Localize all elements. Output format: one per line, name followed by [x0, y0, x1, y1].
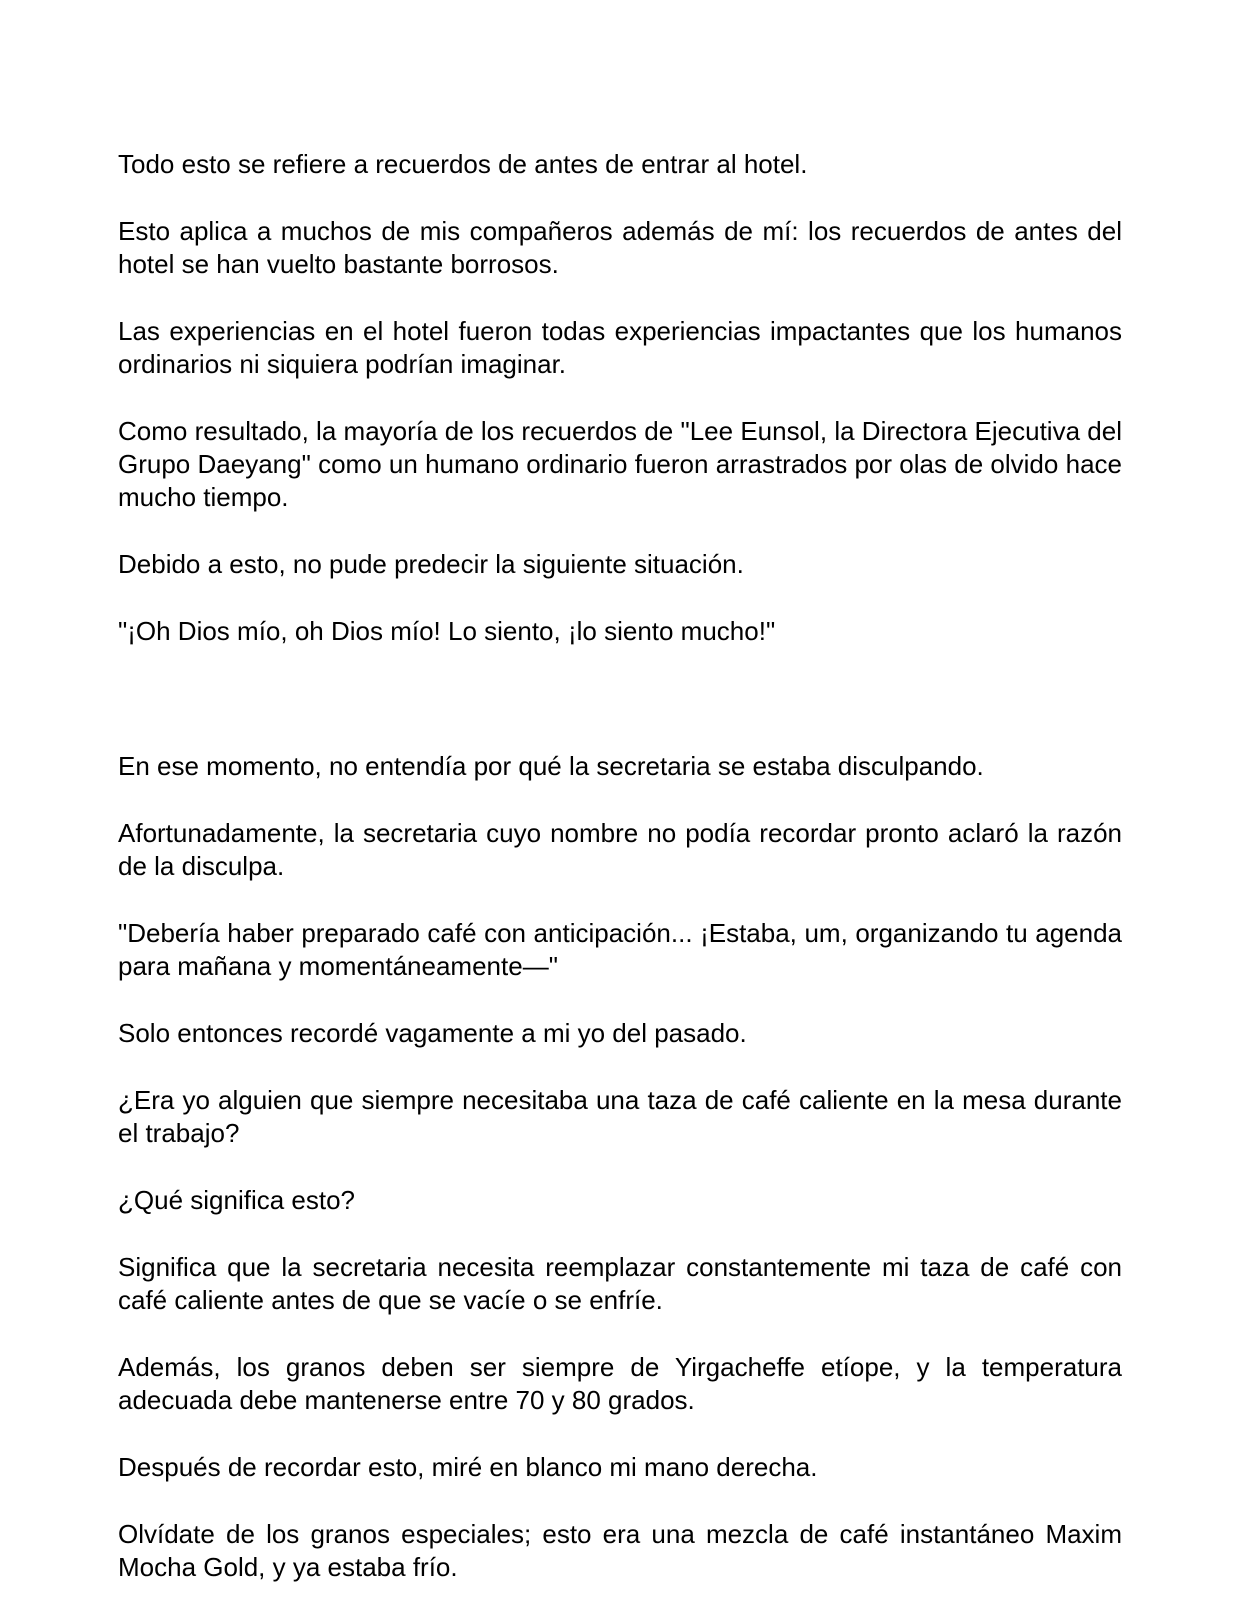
- paragraph: Las experiencias en el hotel fueron todas experiencias impactantes que los humanos ordinarios ni siquiera podrían imaginar.: [118, 316, 1122, 379]
- paragraph: Esto aplica a muchos de mis compañeros además de mí: los recuerdos de antes del hotel se han vuelto bastante borrosos.: [118, 216, 1122, 279]
- paragraph: Como resultado, la mayoría de los recuerdos de "Lee Eunsol, la Directora Ejecutiva del Grupo Daeyang" como un humano ordinario fueron arrastrados por olas de olvido hace mucho tiempo.: [118, 416, 1122, 512]
- paragraph: Después de recordar esto, miré en blanco mi mano derecha.: [118, 1452, 818, 1482]
- paragraph: Significa que la secretaria necesita reemplazar constantemente mi taza de café con café caliente antes de que se vacíe o se enfríe.: [118, 1252, 1122, 1315]
- paragraph-dialogue: "Debería haber preparado café con anticipación... ¡Estaba, um, organizando tu agenda para mañana y momentáneamente—": [118, 918, 1122, 981]
- paragraph: En ese momento, no entendía por qué la secretaria se estaba disculpando.: [118, 751, 984, 781]
- paragraph: Solo entonces recordé vagamente a mi yo del pasado.: [118, 1018, 747, 1048]
- paragraph: Debido a esto, no pude predecir la siguiente situación.: [118, 549, 744, 579]
- paragraph: Todo esto se refiere a recuerdos de antes de entrar al hotel.: [118, 149, 808, 179]
- paragraph: ¿Qué significa esto?: [118, 1185, 356, 1215]
- paragraph: Además, los granos deben ser siempre de Yirgacheffe etíope, y la temperatura adecuada debe mantenerse entre 70 y 80 grados.: [118, 1352, 1122, 1415]
- document-page: [118, 148, 1122, 1618]
- paragraph: Afortunadamente, la secretaria cuyo nombre no podía recordar pronto aclaró la razón de la disculpa.: [118, 818, 1122, 881]
- paragraph: Olvídate de los granos especiales; esto era una mezcla de café instantáneo Maxim Mocha Gold, y ya estaba frío.: [118, 1519, 1122, 1582]
- paragraph: ¿Era yo alguien que siempre necesitaba una taza de café caliente en la mesa durante el trabajo?: [118, 1085, 1122, 1148]
- paragraph-dialogue: "¡Oh Dios mío, oh Dios mío! Lo siento, ¡lo siento mucho!": [118, 616, 776, 646]
- scene-break: [118, 682, 1122, 750]
